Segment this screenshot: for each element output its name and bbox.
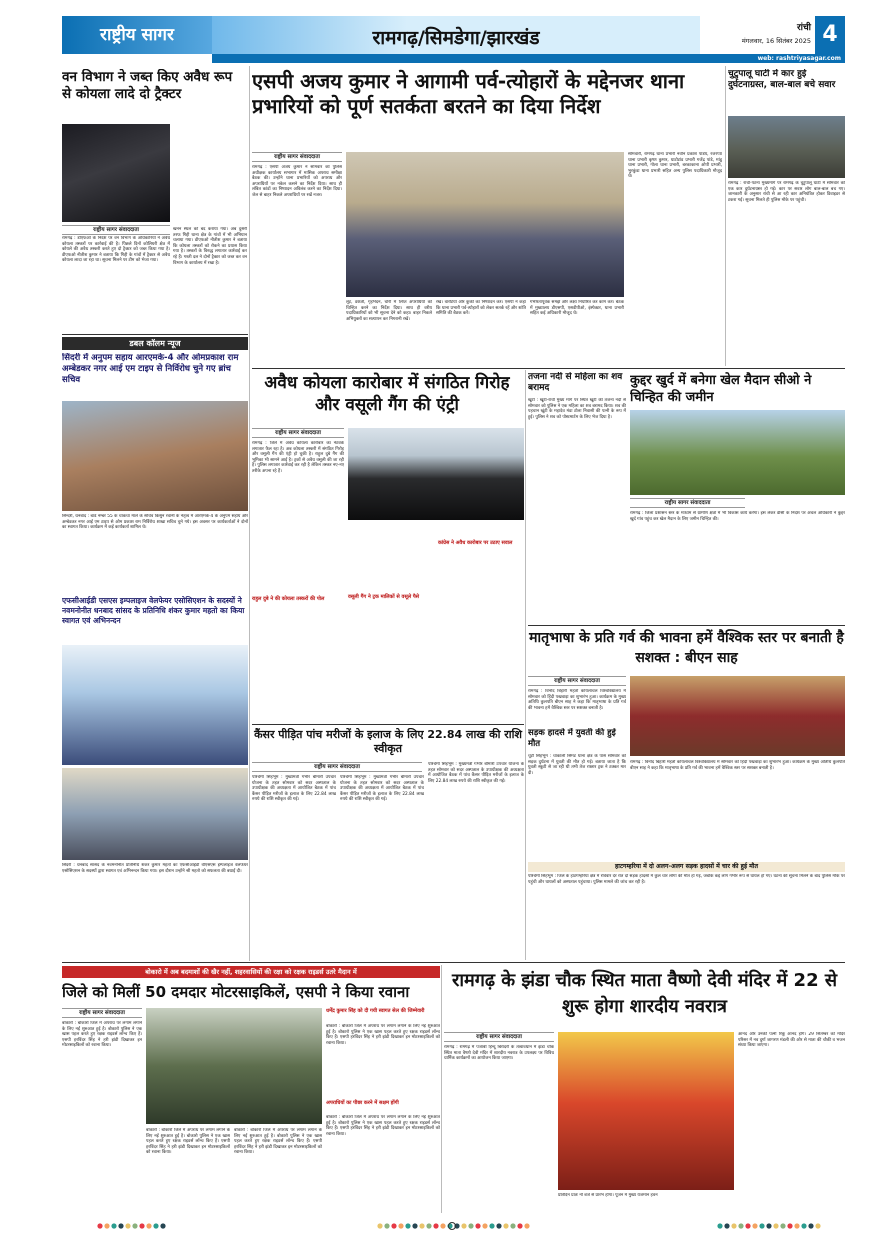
fci-banner-photo [62, 645, 248, 765]
kuddu-body: रामगढ़ : जिला प्रशासन स्तर के माध्यम से ग्रामीण क्षेत्रों में भी विकास कार्य करेगा। इस लेकर डीसी के निर्देश पर अंचल अधिकारी ने कुद्दर खुर्द गांव पहुंच कर खेल मैदान के लिए जमीन चिन्हित की। [630, 511, 845, 522]
cancer-body-col3: पश्चिमी सिंहभूम : मुख्यमंत्री गंभीर बीमारी उपचार योजना के तहत सोमवार को सदर अस्पताल के उपाधीक्षक की अध्यक्षता में आयोजित बैठक में पांच कैंसर पीड़ित मरीजों के इलाज के लिए 22.84 लाख रुपये की राशि स्वीकृत की गई। [428, 762, 524, 784]
sp-body-col2: लूट, डकैती, गृहभेदन, चोरी में लिप्त अपराधियों को चिन्हित करने का निर्देश दिया। साथ ही वरीय पदाधिकारियों को भी सूचना देने को कहा। बाहर निकले अभियुक्तों का सत्यापन कर निगरानी रखें। [346, 300, 432, 322]
navratra-headline: रामगढ़ के झंडा चौक स्थित माता वैष्णो देवी मंदिर में 22 से शुरू होगा शारदीय नवरात्र [451, 970, 838, 1017]
divider [62, 334, 248, 335]
bokaro-body: बोकारो : बोकारो जिले में अपराध पर लगाम लगाने के लिए नई शुरुआत हुई है। बोकारो पुलिस ने एक खास पहल करते हुए रक्षक राइडर्स लॉन्च किए हैं। एसपी हरविंदर सिंह ने हरी झंडी दिखाकर इन मोटरसाइकिलों को रवाना किया। [62, 1021, 142, 1049]
footer-dot [475, 1223, 480, 1228]
navratra-body-right: आनंद और उनकी पत्नी रिंकू आनंद होंगे। 29 सितम्बर को मंदिर परिसर में नव दुर्गा जागरण मंडली की ओर से माता की चौकी व भजन संध्या किया जाएगा। [738, 1032, 845, 1049]
cancer-body-col2: पश्चिमी सिंहभूम : मुख्यमंत्री गंभीर बीमारी उपचार योजना के तहत सोमवार को सदर अस्पताल के उपाधीक्षक की अध्यक्षता में आयोजित बैठक में पांच कैंसर पीड़ित मरीजों के इलाज के लिए 22.84 लाख रुपये की राशि स्वीकृत की गई। [340, 775, 424, 803]
bokaro-subhead-2: अपराधियों का पीछा करने में सक्षम होंगी [326, 1100, 399, 1106]
sadak-headline: सड़क हादसे में युवती की हुई मौत [528, 728, 616, 749]
coal-subhead-3: वसूली गैंग ने ट्रक मालिकों से वसूले पैसे [348, 594, 420, 600]
column-rule [441, 965, 442, 1213]
motorcycle-fleet-photo [146, 1008, 322, 1124]
sp-body-col5: सोमवारी, रामगढ़ थाना प्रभारी नवीन प्रकाश पांडेय, रजरप्पा थाना प्रभारी कृष्ण कुमार, घाटोटांड प्रभारी गजेंद्र पांडे, मांडू थाना प्रभारी, गोला थाना प्रभारी, बरकाकाना ओपी प्रभारी, भुरकुंडा थाना प्रभारी सहित अन्य पुलिस पदाधिकारी मौजूद थे। [628, 152, 722, 180]
cancer-headline: कैंसर पीड़ित पांच मरीजों के इलाज के लिए 22.84 लाख की राशि स्वीकृत [254, 728, 522, 755]
university-event-photo [630, 676, 845, 756]
issue-date: मंगलवार, 16 सितंबर 2025 [741, 37, 811, 45]
footer-dot [717, 1223, 722, 1228]
footer-dot [405, 1223, 410, 1228]
footer-dot [794, 1223, 799, 1228]
footer-dot [738, 1223, 743, 1228]
bokaro-headline: जिले को मिलीं 50 दमदार मोटरसाइकिलें, एसपी ने किया रवाना [62, 983, 410, 1001]
footer-dot [419, 1223, 424, 1228]
matribhasha-body-continued: रामगढ़ : विनोद बिहारी महतो कोयलांचल विश्वविद्यालय में सोमवार को हिंदी पखवाड़ा का शुभारंभ हुआ। कार्यक्रम के मुख्य अतिथि कुलपति बीएन साह ने कहा कि मातृभाषा के प्रति गर्व की भावना हमें वैश्विक स्तर पर सशक्त बनाती है। [630, 760, 845, 771]
bokaro-banner: बोकारो में अब बदमाशों की खैर नहीं, शहरवासियों की रक्षा को रक्षक राइडर्स उतरे मैदान में [62, 966, 440, 978]
navratra-caption: प्रतिदिन प्रातः नौ बजे से प्रारंभ होगा। पूजन में मुख्य यजमान हवन [558, 1193, 658, 1198]
matribhasha-byline: राष्ट्रीय सागर संवाददाता [528, 676, 626, 686]
divider [252, 724, 524, 725]
sp-meeting-photo [346, 152, 624, 297]
footer-dot [496, 1223, 501, 1228]
city: रांची [796, 23, 811, 33]
fci-group-photo [62, 768, 248, 860]
footer-dot [724, 1223, 729, 1228]
footer-dot [146, 1223, 151, 1228]
masthead-logo [62, 16, 212, 54]
footer-dot [766, 1223, 771, 1228]
divider [252, 368, 845, 369]
fci-headline: एफसीआईडी एसएस इम्पलाइज वेलफेयर एसोसिएशन के सदस्यों ने नवमनोनीत धनबाद सांसद के प्रतिनिधि शंकर कुमार महतो का किया स्वागत एवं अभिनन्दन [62, 596, 245, 625]
footer-dot [384, 1223, 389, 1228]
navratra-body: रामगढ़ : रामगढ़ में पंजाबी हिन्दू बिरादरी के तत्वावधान में झंडा चौक स्थित माता वैष्णो देवी मंदिर में शारदीय नवरात्र के उपलक्ष्य पर विविध धार्मिक कार्यक्रमों का आयोजन किया जाएगा। [444, 1045, 554, 1062]
footer-dot [773, 1223, 778, 1228]
footer-dot [815, 1223, 820, 1228]
footer-dot [524, 1223, 529, 1228]
matribhasha-headline: मातृभाषा के प्रति गर्व की भावना हमें वैश्विक स्तर पर बनाती है सशक्त : बीएन साह [529, 630, 844, 666]
chutupalu-headline: चुटुपालू घाटी में कार हुई दुर्घटनाग्रस्त, बाल-बाल बचे सवार [728, 69, 836, 90]
footer-dot [503, 1223, 508, 1228]
footer-dot [426, 1223, 431, 1228]
footer-dot [510, 1223, 515, 1228]
forest-headline: वन विभाग ने जब्त किए अवैध रूप से कोयला लादे दो ट्रैक्टर [62, 69, 233, 102]
page-number: 4 [815, 16, 845, 54]
coal-subhead-2: कांग्रेस ने अवैध कारोबार पर उठाए सवाल [438, 540, 513, 546]
sp-body-col4: गंभीरतापूर्वक समझें और लक्ष्य निर्धारित कर काम करें। बैठक में मुख्यालय डीएसपी, एसडीपीओ, इंस्पेक्टर, थाना प्रभारी सहित कई अधिकारी मौजूद थे। [530, 300, 624, 317]
cancer-body: पश्चिमी सिंहभूम : मुख्यमंत्री गंभीर बीमारी उपचार योजना के तहत सोमवार को सदर अस्पताल के उपाधीक्षक की अध्यक्षता में आयोजित बैठक में पांच कैंसर पीड़ित मरीजों के इलाज के लिए 22.84 लाख रुपये की राशि स्वीकृत की गई। [252, 775, 336, 803]
hatgamharia-body: पश्चिमी सिंहभूम : जिले के हाटगम्हरिया क्षेत्र में रविवार देर रात दो सड़क हादसों में कुल चार लोगों की मौत हो गई, जबकि कई लोग गंभीर रूप से घायल हो गए। घटना की सूचना मिलने के बाद पुलिस मौके पर पहुंची और घायलों को अस्पताल पहुंचाया। पुलिस मामले की जांच कर रही है। [528, 874, 845, 885]
sp-headline: एसपी अजय कुमार ने आगामी पर्व-त्योहारों के मद्देनजर थाना प्रभारियों को पूर्ण सतर्कता बरतने का दिया निर्देश [252, 69, 685, 118]
column-rule [725, 66, 726, 366]
footer-dot [97, 1223, 102, 1228]
divider [528, 625, 845, 626]
playground-photo [630, 410, 845, 495]
footer-dot [412, 1223, 417, 1228]
column-rule [525, 370, 526, 960]
section-title: रामगढ़/सिमडेगा/झारखंड [372, 27, 540, 49]
double-column-label: डबल कॉलम न्यूज [62, 337, 248, 350]
fci-body: सिंदरी : धनबाद सांसद के नवमनोनीत प्रतिनिधि शंकर कुमार महतो का एफसीआईडी वीएसएस इम्पलाइज वेलफेयर एसोसिएशन के सदस्यों द्वारा स्वागत एवं अभिनन्दन किया गया। इस दौरान उन्होंने श्री महतो को सफलता की बधाई दी। [62, 863, 248, 874]
coal-photo [348, 428, 524, 520]
sp-body-col1: रामगढ़ : एसपी अजय कुमार ने सोमवार को पुलिस अधीक्षक कार्यालय सभागार में मासिक अपराध समीक्षा बैठक की। उन्होंने थाना प्रभारियों को अपराध और अपराधियों पर नकेल कसने का निर्देश दिया। साथ ही लंबित कांडों का निष्पादन अविलंब करने का निर्देश दिया। जेल से बाहर निकले अपराधियों पर रखें नजर। [252, 165, 342, 198]
car-accident-photo [728, 116, 845, 178]
cancer-byline: राष्ट्रीय सागर संवाददाता [252, 762, 422, 772]
sp-body-col3: रखें। वारंटियों और कुर्की का निष्पादन करें। एसपी ने कहा कि थाना प्रभारी पर्व-त्योहारों को लेकर सतर्क रहें और शांति समिति की बैठक करें। [436, 300, 526, 317]
footer-dot [489, 1223, 494, 1228]
footer-dot [153, 1223, 158, 1228]
footer-dot [752, 1223, 757, 1228]
website-strip [212, 54, 845, 63]
footer-decoration [60, 1216, 845, 1226]
footer-dot [104, 1223, 109, 1228]
footer-dot [377, 1223, 382, 1228]
footer-dot [745, 1223, 750, 1228]
hatgamharia-title: हाटगम्हरिया में दो अलग-अलग सड़क हादसों में चार की हुई मौत [528, 862, 845, 872]
footer-dot [468, 1223, 473, 1228]
chutupalu-body: रामगढ़ : रांची-पटना मुख्यमार्ग पर रामगढ़ के चुटुपालू घाटी में सोमवार को एक कार दुर्घटनाग्रस्त हो गई। कार पर सवार लोग बाल-बाल बच गए। जानकारी के अनुसार रांची से आ रही कार अनियंत्रित होकर डिवाइडर से टकरा गई। सूचना मिलते ही पुलिस मौके पर पहुंची। [728, 181, 845, 203]
footer-dot [461, 1223, 466, 1228]
footer-dot [808, 1223, 813, 1228]
sp-byline: राष्ट्रीय सागर संवाददाता [252, 152, 342, 162]
sindri-photo [62, 401, 248, 511]
vaishno-devi-idol-photo [558, 1032, 734, 1190]
forest-body-right: खनन स्थल को बंद कराया गया। अब दुसरी तरफ गिद्दी थाना क्षेत्र के गांवों में भी अभियान चलाया गया। डीएफओ नीतीश कुमार ने बताया कि कोयला तस्करों को रोकने का प्रयास किया गया है। तस्करों के विरुद्ध लगातार कार्रवाई कर रहे हैं। गश्ती दल ने दोनों ट्रैक्टर को जब्त कर वन विभाग के कार्यालय में रखा है। [173, 227, 247, 266]
paper-name: राष्ट्रीय सागर [100, 25, 174, 45]
footer-dot [482, 1223, 487, 1228]
kuddu-headline: कुद्दर खुर्द में बनेगा खेल मैदान सीओ ने चिन्हित की जमीन [630, 373, 812, 405]
tajna-headline: तजना नदी से महिला का शव बरामद [528, 372, 623, 393]
matribhasha-body: रामगढ़ : विनोद बिहारी महतो कोयलांचल विश्वविद्यालय में सोमवार को हिंदी पखवाड़ा का शुभारंभ हुआ। कार्यक्रम के मुख्य अतिथि कुलपति बीएन साह ने कहा कि मातृभाषा के प्रति गर्व की भावना हमें वैश्विक स्तर पर सशक्त बनाती है। [528, 689, 626, 711]
masthead-dateline [700, 16, 815, 54]
footer-dot [139, 1223, 144, 1228]
footer-dot [440, 1223, 445, 1228]
navratra-byline: राष्ट्रीय सागर संवाददाता [444, 1032, 554, 1042]
kuddu-byline: राष्ट्रीय सागर संवाददाता [630, 498, 745, 508]
footer-dot [160, 1223, 165, 1228]
column-rule [249, 66, 250, 961]
forest-body-left: रामगढ़ : डीएफओ के निर्देश पर वन विभाग के अधिकारियों ने अवैध कोयला तस्करों पर कार्रवाई की है। पिछले दिनों कोलियरी क्षेत्र में कोयले की अवैध तस्करी करते हुए दो ट्रैक्टर को जब्त किया गया है। डीएफओ नीतीश कुमार ने बताया कि गिद्दी के गांवों में ट्रैक्टर से अवैध कोयला लादा जा रहा था। सूचना मिलने पर टीम को भेजा गया। [62, 236, 170, 264]
tajna-body: खूंटी : खूंटी-रांची मुख्य मार्ग पर स्थित खूंटी की तजना नदी से सोमवार को पुलिस ने एक महिला का शव बरामद किया। शव की पहचान खूंटी के महादेव मंडा टोला निवासी की पत्नी के रूप में हुई। पुलिस ने शव को पोस्टमार्टम के लिए भेज दिया है। [528, 398, 626, 420]
footer-dot [759, 1223, 764, 1228]
bokaro-body-col3: बोकारो : बोकारो जिले में अपराध पर लगाम लगाने के लिए नई शुरुआत हुई है। बोकारो पुलिस ने एक खास पहल करते हुए रक्षक राइडर्स लॉन्च किए हैं। एसपी हरविंदर सिंह ने हरी झंडी दिखाकर इन मोटरसाइकिलों को रवाना किया। [234, 1128, 322, 1156]
footer-dots-svg [60, 1221, 845, 1231]
footer-dot [433, 1223, 438, 1228]
sindri-headline: सिंदरी में अनुपम सहाय आरएमके-4 और ओमप्रकाश राम अम्बेडकर नगर आई एम टाइप से निर्विरोध चुने गए ब्रांच सचिव [62, 353, 239, 385]
coal-body: रामगढ़ : जिले में अवैध कोयला कारोबार का नेटवर्क लगातार फैल रहा है। अब कोयला तस्करी में संगठित गिरोह और वसूली गैंग की एंट्री हो चुकी है। राहुल दुबे गैंग की भूमिका भी सामने आई है। ट्रकों से अवैध वसूली की जा रही है। पुलिस लगातार कार्रवाई कर रही है लेकिन तस्कर नए-नए तरीके अपना रहे हैं। [252, 441, 344, 474]
website-link[interactable]: web: rashtriyasagar.com [757, 55, 841, 62]
footer-dot [517, 1223, 522, 1228]
footer-dot [132, 1223, 137, 1228]
bokaro-body-col2: बोकारो : बोकारो जिले में अपराध पर लगाम लगाने के लिए नई शुरुआत हुई है। बोकारो पुलिस ने एक खास पहल करते हुए रक्षक राइडर्स लॉन्च किए हैं। एसपी हरविंदर सिंह ने हरी झंडी दिखाकर इन मोटरसाइकिलों को रवाना किया। [146, 1128, 230, 1156]
coal-subhead-1: राहुल दुबे ने की कोयला तस्करों की पोल [252, 596, 325, 602]
footer-dot [391, 1223, 396, 1228]
footer-dot [731, 1223, 736, 1228]
coal-headline: अवैध कोयला कारोबार में संगठित गिरोह और वसूली गैंग की एंट्री [264, 373, 510, 415]
sadak-body: चूटी सिंहभूम : चाकाली सिमट थाना क्षेत्र के पास सोमवार को सड़क दुर्घटना में युवती की मौत हो गई। बताया जाता है कि युवती स्कूटी से जा रही थी तभी तेज रफ्तार ट्रक ने टक्कर मार दी। [528, 754, 626, 776]
bokaro-byline: राष्ट्रीय सागर संवाददाता [62, 1008, 142, 1018]
bokaro-body-col5: बोकारो : बोकारो जिले में अपराध पर लगाम लगाने के लिए नई शुरुआत हुई है। बोकारो पुलिस ने एक खास पहल करते हुए रक्षक राइडर्स लॉन्च किए हैं। एसपी हरविंदर सिंह ने हरी झंडी दिखाकर इन मोटरसाइकिलों को रवाना किया। [326, 1115, 440, 1137]
footer-dot [780, 1223, 785, 1228]
footer-dot [118, 1223, 123, 1228]
footer-dot [801, 1223, 806, 1228]
bokaro-subhead: धर्मेंद्र कुमार सिंह को दी गयी स्वागत सेल की जिम्मेवारी [326, 1008, 425, 1014]
bokaro-body-col4: बोकारो : बोकारो जिले में अपराध पर लगाम लगाने के लिए नई शुरुआत हुई है। बोकारो पुलिस ने एक खास पहल करते हुए रक्षक राइडर्स लॉन्च किए हैं। एसपी हरविंदर सिंह ने हरी झंडी दिखाकर इन मोटरसाइकिलों को रवाना किया। [326, 1024, 440, 1046]
footer-dot [787, 1223, 792, 1228]
footer-dot [125, 1223, 130, 1228]
sindri-body: सिन्दरी, धनबाद : बार्ड नम्बर 55 के चाकचा माले के सचिव किसुन रवानी के नेतृत्व में आरएमके-4 के अनुपम सहाय और अम्बेडकर नगर आई एम टाइप से ओम प्रकाश राम निर्विरोध शाखा सचिव चुने गये। इस अवसर पर कार्यकर्ताओं ने दोनों का स्वागत किया। कार्यक्रम में कई कार्यकर्ता शामिल थे। [62, 514, 248, 531]
masthead-section-band [212, 16, 700, 54]
divider [62, 962, 845, 963]
footer-dot [111, 1223, 116, 1228]
footer-dot [398, 1223, 403, 1228]
forest-byline: राष्ट्रीय सागर संवाददाता [62, 225, 170, 235]
coal-byline: राष्ट्रीय सागर संवाददाता [252, 428, 344, 438]
tractor-photo [62, 124, 170, 222]
